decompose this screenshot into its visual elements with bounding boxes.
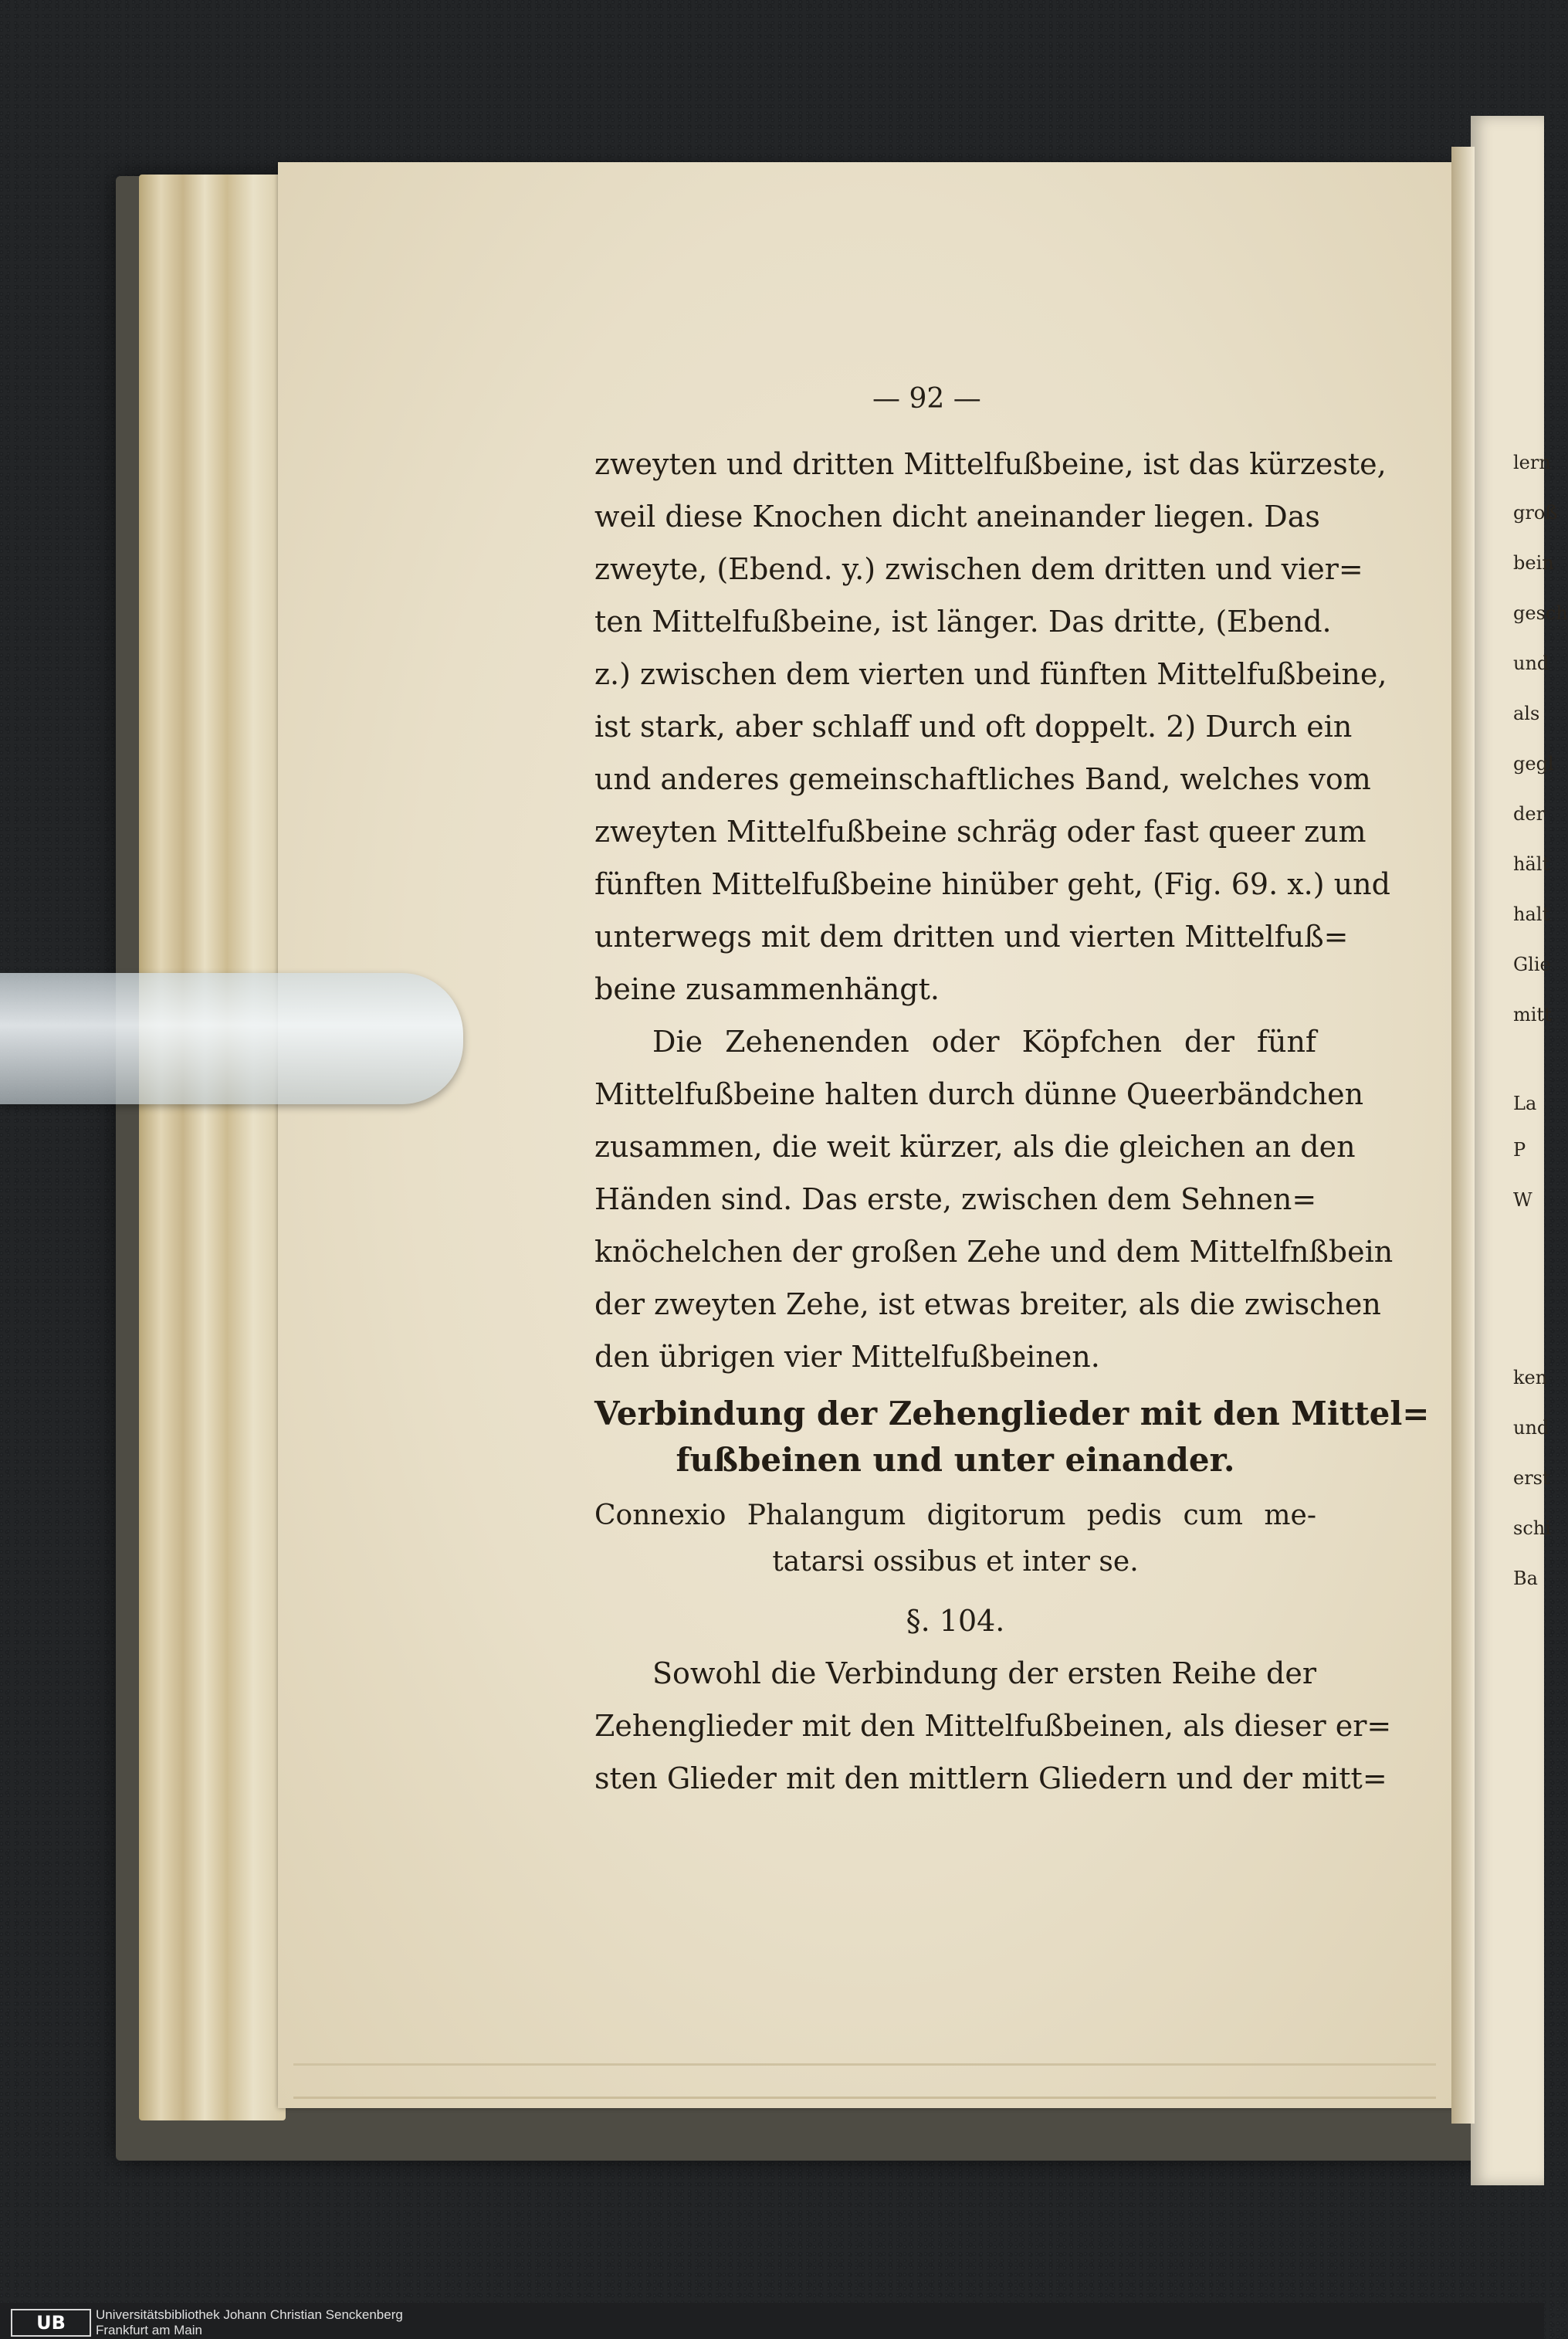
section-number: §. 104. [906, 1604, 1005, 1638]
section-heading: Verbindung der Zehenglieder mit den Mittel= [594, 1395, 1430, 1432]
facing-page-fragment: der [1513, 803, 1546, 825]
text-line: zweyten und dritten Mittelfußbeine, ist das kürzeste, [594, 447, 1387, 481]
facing-page-fragment: gegl [1513, 753, 1554, 775]
latin-heading: Connexio Phalangum digitorum pedis cum me- [594, 1500, 1316, 1531]
text-line: ten Mittelfußbeine, ist länger. Das dritte, (Ebend. [594, 605, 1332, 639]
text-line: zweyten Mittelfußbeine schräg oder fast queer zum [594, 815, 1366, 849]
facing-page-fragment: und [1513, 1417, 1549, 1439]
text-line: Mittelfußbeine halten durch dünne Queerbändchen [594, 1077, 1364, 1111]
text-line: weil diese Knochen dicht aneinander liegen. Das [594, 500, 1320, 534]
text-line: z.) zwischen dem vierten und fünften Mittelfußbeine, [594, 657, 1387, 691]
text-line: fünften Mittelfußbeine hinüber geht, (Fig. 69. x.) und [594, 867, 1390, 901]
facing-page-fragment: W [1513, 1189, 1532, 1211]
facing-page-fragment: Glie [1513, 954, 1551, 975]
text-line: Händen sind. Das erste, zwischen dem Sehnen= [594, 1182, 1317, 1216]
text-line: sten Glieder mit den mittlern Gliedern und der mitt= [594, 1761, 1387, 1795]
text-line: Zehenglieder mit den Mittelfußbeinen, als dieser er= [594, 1709, 1392, 1743]
footer-bar [0, 2303, 1544, 2339]
glass-ruler [0, 973, 463, 1104]
facing-page-fragment: als [1513, 703, 1540, 724]
text-line: Sowohl die Verbindung der ersten Reihe der [652, 1656, 1316, 1690]
facing-page-fragment: schi [1513, 1517, 1551, 1539]
text-line: der zweyten Zehe, ist etwas breiter, als die zwischen [594, 1287, 1381, 1321]
page-number: — 92 — [872, 383, 981, 415]
facing-page-fragment: P [1513, 1139, 1526, 1161]
facing-page-fragment: halt [1513, 903, 1550, 925]
text-line: zweyte, (Ebend. y.) zwischen dem dritten und vier= [594, 552, 1363, 586]
text-line: knöchelchen der großen Zehe und dem Mittelfnßbein [594, 1235, 1394, 1269]
text-line: zusammen, die weit kürzer, als die gleichen an den [594, 1130, 1356, 1164]
section-heading: fußbeinen und unter einander. [676, 1441, 1235, 1479]
text-line: und anderes gemeinschaftliches Band, welches vom [594, 762, 1371, 796]
facing-page-fragment: La [1513, 1093, 1537, 1114]
text-line: ist stark, aber schlaff und oft doppelt. 2) Durch ein [594, 710, 1353, 744]
text-line: beine zusammenhängt. [594, 972, 940, 1006]
text-line: Die Zehenenden oder Köpfchen der fünf [652, 1025, 1316, 1059]
footer-library-name: Universitätsbibliothek Johann Christian Senckenberg [96, 2307, 403, 2322]
facing-page-fragment: Ba [1513, 1568, 1538, 1589]
facing-page-fragment: und [1513, 653, 1549, 674]
page-gutter [1451, 147, 1475, 2124]
latin-heading: tatarsi ossibus et inter se. [772, 1546, 1139, 1578]
library-logo: UB [11, 2309, 91, 2337]
text-line: unterwegs mit dem dritten und vierten Mittelfuß= [594, 920, 1349, 954]
facing-page-fragment: bein [1513, 552, 1554, 574]
facing-page-fragment: mitt [1513, 1004, 1552, 1025]
facing-page-fragment: hält [1513, 853, 1550, 875]
facing-page-fragment: groß [1513, 502, 1558, 524]
facing-page-fragment: erst [1513, 1467, 1550, 1489]
facing-page-fragment: gesch [1513, 602, 1568, 624]
page-bottom-edge [293, 2063, 1436, 2099]
facing-page-fragment: lern [1513, 452, 1551, 473]
text-line: den übrigen vier Mittelfußbeinen. [594, 1340, 1100, 1374]
page-edges [139, 175, 286, 2120]
facing-page-fragment: ken [1513, 1367, 1548, 1388]
footer-city: Frankfurt am Main [96, 2323, 202, 2337]
